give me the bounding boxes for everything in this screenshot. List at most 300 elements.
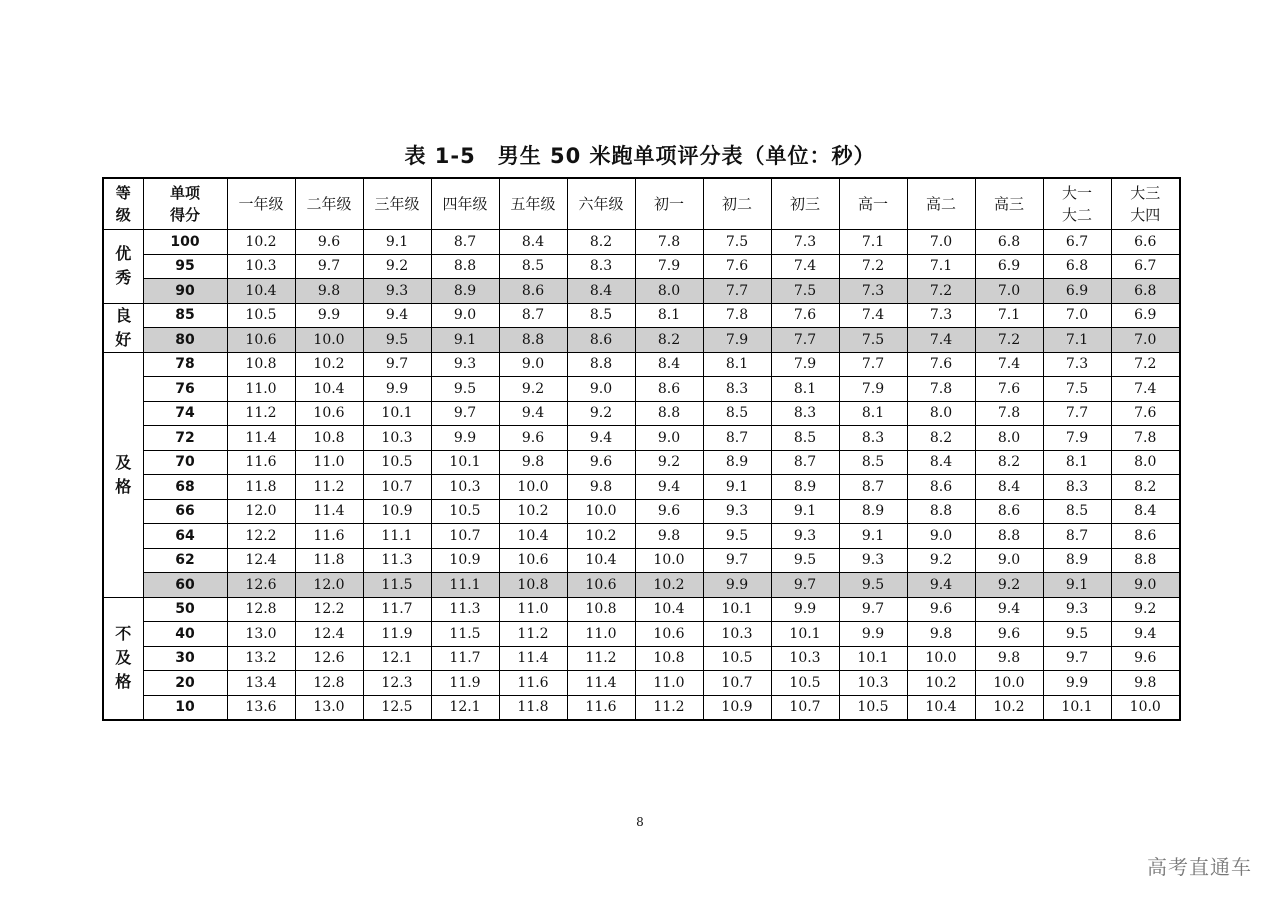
time-cell: 8.6 — [907, 475, 975, 500]
header-column: 高一 — [839, 178, 907, 230]
time-cell: 8.5 — [1043, 499, 1111, 524]
time-cell: 9.8 — [907, 622, 975, 647]
time-cell: 12.0 — [227, 499, 295, 524]
time-cell: 10.3 — [839, 671, 907, 696]
time-cell: 10.1 — [1043, 695, 1111, 720]
time-cell: 8.2 — [975, 450, 1043, 475]
score-cell: 10 — [143, 695, 227, 720]
time-cell: 9.6 — [567, 450, 635, 475]
time-cell: 11.3 — [363, 548, 431, 573]
time-cell: 13.4 — [227, 671, 295, 696]
table-row — [103, 622, 1180, 647]
time-cell: 8.9 — [771, 475, 839, 500]
time-cell: 9.4 — [363, 303, 431, 328]
time-cell: 11.5 — [363, 573, 431, 598]
table-row — [103, 475, 1180, 500]
time-cell: 11.4 — [567, 671, 635, 696]
time-cell: 6.8 — [1043, 254, 1111, 279]
time-cell: 9.0 — [907, 524, 975, 549]
time-cell: 8.6 — [1111, 524, 1180, 549]
score-cell: 85 — [143, 303, 227, 328]
time-cell: 11.0 — [499, 597, 567, 622]
time-cell: 8.6 — [635, 377, 703, 402]
time-cell: 12.3 — [363, 671, 431, 696]
time-cell: 11.0 — [227, 377, 295, 402]
time-cell: 10.3 — [227, 254, 295, 279]
time-cell: 8.4 — [567, 279, 635, 304]
time-cell: 7.4 — [771, 254, 839, 279]
time-cell: 7.4 — [907, 328, 975, 353]
time-cell: 11.6 — [227, 450, 295, 475]
time-cell: 10.1 — [363, 401, 431, 426]
time-cell: 11.4 — [295, 499, 363, 524]
time-cell: 9.9 — [771, 597, 839, 622]
time-cell: 11.7 — [363, 597, 431, 622]
time-cell: 7.3 — [839, 279, 907, 304]
time-cell: 10.1 — [771, 622, 839, 647]
score-cell: 76 — [143, 377, 227, 402]
time-cell: 8.7 — [839, 475, 907, 500]
time-cell: 10.7 — [431, 524, 499, 549]
time-cell: 12.6 — [295, 646, 363, 671]
time-cell: 10.4 — [295, 377, 363, 402]
grade-cell: 良 好 — [103, 303, 143, 352]
time-cell: 8.8 — [431, 254, 499, 279]
time-cell: 10.5 — [703, 646, 771, 671]
time-cell: 9.9 — [431, 426, 499, 451]
time-cell: 7.3 — [1043, 352, 1111, 377]
time-cell: 6.7 — [1111, 254, 1180, 279]
time-cell: 12.4 — [295, 622, 363, 647]
time-cell: 7.2 — [975, 328, 1043, 353]
table-row — [103, 499, 1180, 524]
time-cell: 10.2 — [227, 230, 295, 255]
time-cell: 9.1 — [363, 230, 431, 255]
time-cell: 9.7 — [1043, 646, 1111, 671]
time-cell: 10.1 — [431, 450, 499, 475]
table-row — [103, 401, 1180, 426]
time-cell: 9.5 — [1043, 622, 1111, 647]
time-cell: 10.9 — [703, 695, 771, 720]
score-cell: 68 — [143, 475, 227, 500]
time-cell: 10.8 — [567, 597, 635, 622]
time-cell: 10.5 — [839, 695, 907, 720]
table-row — [103, 328, 1180, 353]
time-cell: 7.6 — [975, 377, 1043, 402]
score-cell: 100 — [143, 230, 227, 255]
header-column: 初三 — [771, 178, 839, 230]
time-cell: 8.0 — [635, 279, 703, 304]
time-cell: 9.7 — [363, 352, 431, 377]
time-cell: 10.6 — [567, 573, 635, 598]
time-cell: 11.7 — [431, 646, 499, 671]
time-cell: 9.8 — [499, 450, 567, 475]
time-cell: 11.6 — [295, 524, 363, 549]
time-cell: 9.0 — [499, 352, 567, 377]
time-cell: 10.8 — [295, 426, 363, 451]
score-cell: 74 — [143, 401, 227, 426]
time-cell: 11.2 — [227, 401, 295, 426]
table-row — [103, 450, 1180, 475]
time-cell: 9.2 — [567, 401, 635, 426]
time-cell: 8.6 — [567, 328, 635, 353]
time-cell: 9.4 — [499, 401, 567, 426]
table-row — [103, 548, 1180, 573]
time-cell: 8.9 — [839, 499, 907, 524]
time-cell: 9.1 — [771, 499, 839, 524]
time-cell: 9.6 — [907, 597, 975, 622]
time-cell: 8.5 — [771, 426, 839, 451]
score-cell: 30 — [143, 646, 227, 671]
score-cell: 60 — [143, 573, 227, 598]
table-row — [103, 695, 1180, 720]
time-cell: 7.5 — [703, 230, 771, 255]
time-cell: 7.0 — [975, 279, 1043, 304]
score-cell: 95 — [143, 254, 227, 279]
time-cell: 9.6 — [635, 499, 703, 524]
time-cell: 10.2 — [635, 573, 703, 598]
time-cell: 11.0 — [295, 450, 363, 475]
score-cell: 20 — [143, 671, 227, 696]
time-cell: 9.8 — [295, 279, 363, 304]
time-cell: 10.0 — [567, 499, 635, 524]
time-cell: 10.2 — [975, 695, 1043, 720]
score-cell: 50 — [143, 597, 227, 622]
time-cell: 9.2 — [1111, 597, 1180, 622]
time-cell: 10.5 — [771, 671, 839, 696]
time-cell: 11.2 — [295, 475, 363, 500]
header-column: 大一 大二 — [1043, 178, 1111, 230]
time-cell: 9.7 — [839, 597, 907, 622]
time-cell: 10.3 — [431, 475, 499, 500]
time-cell: 10.6 — [635, 622, 703, 647]
score-cell: 90 — [143, 279, 227, 304]
time-cell: 11.2 — [635, 695, 703, 720]
time-cell: 8.8 — [975, 524, 1043, 549]
header-column: 初二 — [703, 178, 771, 230]
time-cell: 9.4 — [907, 573, 975, 598]
time-cell: 10.4 — [567, 548, 635, 573]
page-title: 表 1-5 男生 50 米跑单项评分表（单位：秒） — [404, 144, 876, 168]
time-cell: 9.6 — [975, 622, 1043, 647]
time-cell: 8.0 — [975, 426, 1043, 451]
time-cell: 10.0 — [907, 646, 975, 671]
header-column: 一年级 — [227, 178, 295, 230]
time-cell: 10.8 — [499, 573, 567, 598]
time-cell: 11.8 — [295, 548, 363, 573]
time-cell: 9.1 — [703, 475, 771, 500]
time-cell: 13.2 — [227, 646, 295, 671]
time-cell: 7.8 — [703, 303, 771, 328]
header-column: 三年级 — [363, 178, 431, 230]
time-cell: 8.4 — [975, 475, 1043, 500]
header-grade: 等 级 — [103, 178, 143, 230]
time-cell: 9.3 — [431, 352, 499, 377]
time-cell: 8.5 — [703, 401, 771, 426]
time-cell: 7.9 — [635, 254, 703, 279]
time-cell: 9.5 — [839, 573, 907, 598]
score-cell: 70 — [143, 450, 227, 475]
time-cell: 7.1 — [1043, 328, 1111, 353]
time-cell: 7.5 — [839, 328, 907, 353]
time-cell: 10.0 — [295, 328, 363, 353]
page-number: 8 — [636, 815, 644, 829]
time-cell: 8.2 — [907, 426, 975, 451]
time-cell: 11.8 — [499, 695, 567, 720]
time-cell: 10.4 — [499, 524, 567, 549]
time-cell: 8.7 — [499, 303, 567, 328]
time-cell: 10.8 — [227, 352, 295, 377]
time-cell: 7.2 — [1111, 352, 1180, 377]
time-cell: 11.8 — [227, 475, 295, 500]
time-cell: 9.0 — [1111, 573, 1180, 598]
time-cell: 10.4 — [635, 597, 703, 622]
table-row — [103, 230, 1180, 255]
time-cell: 10.4 — [907, 695, 975, 720]
time-cell: 10.2 — [295, 352, 363, 377]
time-cell: 7.8 — [1111, 426, 1180, 451]
time-cell: 10.2 — [499, 499, 567, 524]
time-cell: 10.3 — [771, 646, 839, 671]
time-cell: 7.5 — [1043, 377, 1111, 402]
time-cell: 10.1 — [703, 597, 771, 622]
time-cell: 9.4 — [975, 597, 1043, 622]
time-cell: 7.0 — [1111, 328, 1180, 353]
score-cell: 72 — [143, 426, 227, 451]
time-cell: 9.9 — [839, 622, 907, 647]
time-cell: 8.1 — [839, 401, 907, 426]
header-column: 高三 — [975, 178, 1043, 230]
time-cell: 11.1 — [431, 573, 499, 598]
time-cell: 9.6 — [1111, 646, 1180, 671]
time-cell: 7.0 — [907, 230, 975, 255]
time-cell: 9.3 — [839, 548, 907, 573]
time-cell: 7.7 — [771, 328, 839, 353]
time-cell: 9.1 — [839, 524, 907, 549]
header-column: 大三 大四 — [1111, 178, 1180, 230]
time-cell: 8.3 — [839, 426, 907, 451]
time-cell: 8.6 — [499, 279, 567, 304]
time-cell: 9.7 — [771, 573, 839, 598]
time-cell: 10.5 — [227, 303, 295, 328]
time-cell: 11.5 — [431, 622, 499, 647]
time-cell: 12.6 — [227, 573, 295, 598]
time-cell: 12.8 — [295, 671, 363, 696]
time-cell: 8.7 — [771, 450, 839, 475]
time-cell: 9.0 — [431, 303, 499, 328]
time-cell: 7.5 — [771, 279, 839, 304]
table-row — [103, 597, 1180, 622]
time-cell: 9.1 — [431, 328, 499, 353]
time-cell: 10.4 — [227, 279, 295, 304]
time-cell: 8.2 — [635, 328, 703, 353]
time-cell: 10.0 — [1111, 695, 1180, 720]
time-cell: 8.3 — [771, 401, 839, 426]
time-cell: 6.9 — [975, 254, 1043, 279]
time-cell: 8.4 — [499, 230, 567, 255]
time-cell: 9.4 — [635, 475, 703, 500]
time-cell: 8.4 — [907, 450, 975, 475]
time-cell: 7.0 — [1043, 303, 1111, 328]
time-cell: 8.8 — [907, 499, 975, 524]
time-cell: 9.8 — [567, 475, 635, 500]
time-cell: 12.2 — [295, 597, 363, 622]
grade-cell: 及 格 — [103, 352, 143, 597]
time-cell: 11.6 — [499, 671, 567, 696]
time-cell: 8.1 — [771, 377, 839, 402]
time-cell: 10.9 — [431, 548, 499, 573]
time-cell: 13.0 — [227, 622, 295, 647]
time-cell: 11.4 — [227, 426, 295, 451]
time-cell: 12.0 — [295, 573, 363, 598]
time-cell: 7.6 — [907, 352, 975, 377]
time-cell: 10.7 — [363, 475, 431, 500]
grade-cell: 优 秀 — [103, 230, 143, 304]
time-cell: 9.2 — [907, 548, 975, 573]
time-cell: 9.0 — [975, 548, 1043, 573]
header-row — [103, 178, 1180, 230]
time-cell: 7.6 — [771, 303, 839, 328]
time-cell: 7.3 — [771, 230, 839, 255]
table-row — [103, 352, 1180, 377]
header-column: 高二 — [907, 178, 975, 230]
time-cell: 9.0 — [567, 377, 635, 402]
time-cell: 12.8 — [227, 597, 295, 622]
time-cell: 6.6 — [1111, 230, 1180, 255]
time-cell: 6.7 — [1043, 230, 1111, 255]
time-cell: 10.7 — [703, 671, 771, 696]
table-row — [103, 524, 1180, 549]
time-cell: 7.7 — [703, 279, 771, 304]
header-column: 六年级 — [567, 178, 635, 230]
time-cell: 7.9 — [1043, 426, 1111, 451]
time-cell: 8.1 — [1043, 450, 1111, 475]
score-table — [102, 177, 1181, 721]
table-row — [103, 671, 1180, 696]
time-cell: 9.5 — [363, 328, 431, 353]
time-cell: 8.4 — [1111, 499, 1180, 524]
time-cell: 8.5 — [567, 303, 635, 328]
time-cell: 10.3 — [363, 426, 431, 451]
time-cell: 7.6 — [703, 254, 771, 279]
table-row — [103, 303, 1180, 328]
time-cell: 7.8 — [635, 230, 703, 255]
time-cell: 10.5 — [431, 499, 499, 524]
time-cell: 8.6 — [975, 499, 1043, 524]
time-cell: 13.6 — [227, 695, 295, 720]
score-cell: 78 — [143, 352, 227, 377]
time-cell: 9.4 — [1111, 622, 1180, 647]
time-cell: 8.0 — [1111, 450, 1180, 475]
time-cell: 8.4 — [635, 352, 703, 377]
time-cell: 12.1 — [363, 646, 431, 671]
time-cell: 8.0 — [907, 401, 975, 426]
time-cell: 7.9 — [771, 352, 839, 377]
time-cell: 7.8 — [907, 377, 975, 402]
time-cell: 8.9 — [1043, 548, 1111, 573]
time-cell: 9.3 — [1043, 597, 1111, 622]
time-cell: 10.6 — [295, 401, 363, 426]
time-cell: 7.9 — [703, 328, 771, 353]
time-cell: 10.6 — [499, 548, 567, 573]
score-cell: 40 — [143, 622, 227, 647]
time-cell: 9.7 — [703, 548, 771, 573]
time-cell: 7.4 — [1111, 377, 1180, 402]
time-cell: 7.1 — [839, 230, 907, 255]
table-row — [103, 573, 1180, 598]
time-cell: 10.8 — [635, 646, 703, 671]
time-cell: 9.9 — [295, 303, 363, 328]
time-cell: 12.4 — [227, 548, 295, 573]
header-column: 二年级 — [295, 178, 363, 230]
time-cell: 8.8 — [499, 328, 567, 353]
time-cell: 10.1 — [839, 646, 907, 671]
time-cell: 7.1 — [907, 254, 975, 279]
time-cell: 7.6 — [1111, 401, 1180, 426]
time-cell: 8.8 — [635, 401, 703, 426]
time-cell: 9.1 — [1043, 573, 1111, 598]
time-cell: 10.6 — [227, 328, 295, 353]
time-cell: 9.3 — [771, 524, 839, 549]
time-cell: 10.0 — [499, 475, 567, 500]
time-cell: 9.3 — [363, 279, 431, 304]
time-cell: 7.4 — [975, 352, 1043, 377]
time-cell: 7.7 — [1043, 401, 1111, 426]
time-cell: 10.2 — [907, 671, 975, 696]
time-cell: 9.9 — [363, 377, 431, 402]
time-cell: 10.2 — [567, 524, 635, 549]
time-cell: 13.0 — [295, 695, 363, 720]
score-cell: 80 — [143, 328, 227, 353]
time-cell: 9.9 — [1043, 671, 1111, 696]
time-cell: 8.1 — [635, 303, 703, 328]
time-cell: 12.1 — [431, 695, 499, 720]
time-cell: 8.7 — [1043, 524, 1111, 549]
time-cell: 9.0 — [635, 426, 703, 451]
table-header — [103, 178, 1180, 230]
watermark: 高考直通车 — [1147, 855, 1252, 879]
time-cell: 8.8 — [567, 352, 635, 377]
time-cell: 6.9 — [1111, 303, 1180, 328]
score-cell: 64 — [143, 524, 227, 549]
time-cell: 8.3 — [703, 377, 771, 402]
time-cell: 8.7 — [431, 230, 499, 255]
time-cell: 8.7 — [703, 426, 771, 451]
time-cell: 9.4 — [567, 426, 635, 451]
table-body — [103, 230, 1180, 721]
time-cell: 7.7 — [839, 352, 907, 377]
time-cell: 8.3 — [1043, 475, 1111, 500]
header-column: 初一 — [635, 178, 703, 230]
time-cell: 11.4 — [499, 646, 567, 671]
table-row — [103, 254, 1180, 279]
time-cell: 10.0 — [635, 548, 703, 573]
time-cell: 10.3 — [703, 622, 771, 647]
time-cell: 9.5 — [771, 548, 839, 573]
table-row — [103, 646, 1180, 671]
time-cell: 7.9 — [839, 377, 907, 402]
time-cell: 11.9 — [431, 671, 499, 696]
time-cell: 9.2 — [363, 254, 431, 279]
time-cell: 7.2 — [839, 254, 907, 279]
header-column: 四年级 — [431, 178, 499, 230]
time-cell: 11.9 — [363, 622, 431, 647]
grade-cell: 不 及 格 — [103, 597, 143, 720]
time-cell: 9.2 — [975, 573, 1043, 598]
time-cell: 12.5 — [363, 695, 431, 720]
time-cell: 9.8 — [1111, 671, 1180, 696]
time-cell: 9.2 — [635, 450, 703, 475]
